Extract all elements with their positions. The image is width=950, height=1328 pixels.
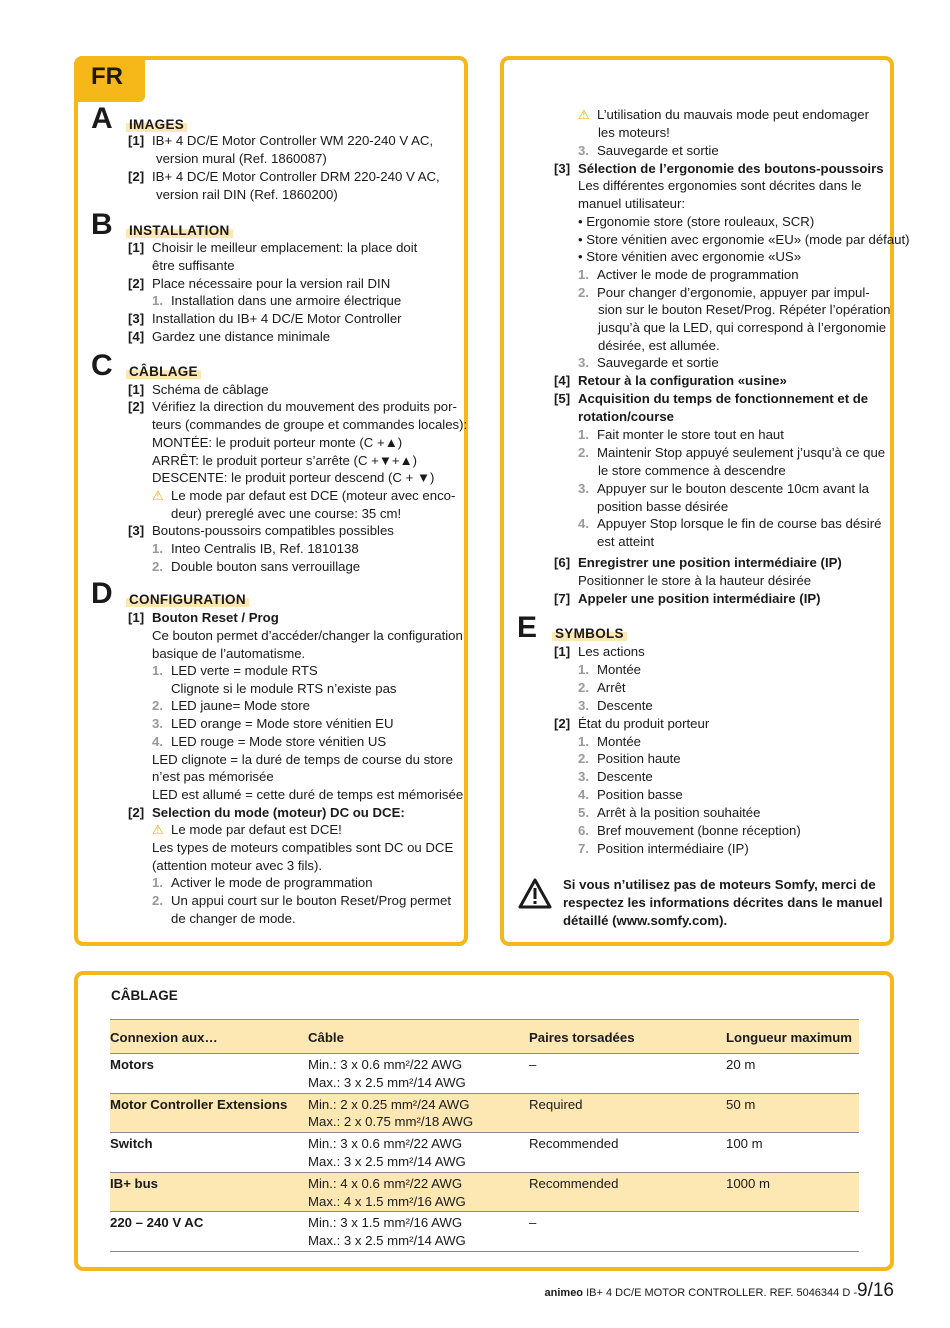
text-line: n’est pas mémorisée — [152, 769, 274, 784]
warning-icon — [518, 878, 552, 910]
twisted-pairs-cell: – — [529, 1212, 726, 1252]
text-line: Maintenir Stop appuyé seulement j’usqu’à ce que — [597, 445, 886, 460]
text-line: Bouton Reset / Prog — [152, 610, 279, 625]
text-line: DESCENTE: le produit porteur descend (C + ▼) — [152, 470, 435, 485]
text-line: les moteurs! — [598, 125, 670, 140]
step-number: 4. — [578, 516, 589, 531]
text-line: Sélection de l’ergonomie des boutons-poussoirs — [578, 161, 884, 176]
twisted-pairs-cell: Recommended — [529, 1133, 726, 1173]
step-number: 1. — [578, 662, 589, 677]
text-line: teurs (commandes de groupe et commandes locales): — [152, 417, 468, 432]
step-number: 1. — [578, 267, 589, 282]
item-bracket-number: [1] — [128, 240, 145, 255]
step-number: 1. — [152, 875, 163, 890]
twisted-pairs-cell: Recommended — [529, 1172, 726, 1212]
item-bracket-number: [1] — [128, 133, 145, 148]
text-line: jusqu’à que la LED, qui correspond à l’ergonomie — [598, 320, 887, 335]
connection-cell: 220 – 240 V AC — [110, 1212, 308, 1252]
text-line: Sauvegarde et sortie — [597, 143, 719, 158]
text-line: Descente — [597, 769, 653, 784]
section-letter-a: A — [91, 102, 113, 135]
text-line: Retour à la configuration «usine» — [578, 373, 787, 388]
language-tab: FR — [74, 56, 145, 102]
cable-min: Min.: 3 x 0.6 mm²/22 AWG — [308, 1136, 463, 1152]
text-line: Pour changer d’ergonomie, appuyer par impul- — [597, 285, 870, 300]
warning-note-line: respectez les informations décrites dans le manuel — [563, 895, 883, 910]
text-line: • Store vénitien avec ergonomie «EU» (mode par défaut) — [578, 232, 910, 247]
text-line: Position haute — [597, 751, 681, 766]
max-length-cell: 50 m — [726, 1093, 859, 1133]
text-line: manuel utilisateur: — [578, 196, 686, 211]
text-line: IB+ 4 DC/E Motor Controller WM 220-240 V AC, — [152, 133, 434, 148]
text-line: Sauvegarde et sortie — [597, 355, 719, 370]
connection-cell: IB+ bus — [110, 1172, 308, 1212]
text-line: Inteo Centralis IB, Ref. 1810138 — [171, 541, 359, 556]
text-line: Choisir le meilleur emplacement: la place doit — [152, 240, 418, 255]
cable-table-title: CÂBLAGE — [111, 988, 178, 1003]
table-header-row — [110, 1020, 859, 1054]
footer-doc-ref: IB+ 4 DC/E MOTOR CONTROLLER. REF. 5046344 D - — [586, 1287, 858, 1299]
section-title-installation: INSTALLATION — [126, 222, 233, 238]
step-number: 2. — [152, 893, 163, 908]
table-row — [110, 1054, 859, 1094]
cable-max: Max.: 4 x 1.5 mm²/16 AWG — [308, 1193, 466, 1209]
item-bracket-number: [3] — [128, 311, 145, 326]
twisted-pairs-cell: Required — [529, 1093, 726, 1133]
item-bracket-number: [4] — [554, 373, 571, 388]
text-line: • Ergonomie store (store rouleaux, SCR) — [578, 214, 815, 229]
text-line: est atteint — [597, 534, 655, 549]
connection-cell: Switch — [110, 1133, 308, 1173]
max-length-cell — [726, 1212, 859, 1252]
step-number: 2. — [578, 680, 589, 695]
step-number: 1. — [152, 293, 163, 308]
text-line: rotation/course — [578, 409, 674, 424]
step-number: 5. — [578, 805, 589, 820]
step-number: 2. — [578, 285, 589, 300]
text-line: basique de l’automatisme. — [152, 646, 306, 661]
cable-min: Min.: 3 x 1.5 mm²/16 AWG — [308, 1215, 463, 1231]
text-line: Ce bouton permet d’accéder/changer la configuration — [152, 628, 463, 643]
text-line: Boutons-poussoirs compatibles possibles — [152, 523, 394, 538]
text-line: être suffisante — [152, 258, 235, 273]
text-line: Un appui court sur le bouton Reset/Prog permet — [171, 893, 452, 908]
column-header: Longueur maximum — [726, 1020, 859, 1054]
text-line: Activer le mode de programmation — [597, 267, 799, 282]
cable-cell — [308, 1054, 529, 1094]
cable-max: Max.: 2 x 0.75 mm²/18 AWG — [308, 1114, 474, 1130]
text-line: Appuyer sur le bouton descente 10cm avant la — [597, 481, 869, 496]
step-number: 2. — [152, 698, 163, 713]
text-line: LED clignote = la duré de temps de course du store — [152, 752, 453, 767]
text-line: • Store vénitien avec ergonomie «US» — [578, 249, 802, 264]
section-title-symbols: SYMBOLS — [552, 625, 627, 641]
text-line: Le mode par defaut est DCE! — [171, 822, 342, 837]
text-line: MONTÉE: le produit porteur monte (C +▲) — [152, 435, 403, 450]
text-line: Vérifiez la direction du mouvement des produits por- — [152, 399, 457, 414]
section-title-configuration: CONFIGURATION — [126, 591, 249, 607]
text-line: Double bouton sans verrouillage — [171, 559, 361, 574]
text-line: Arrêt — [597, 680, 626, 695]
text-line: LED jaune= Mode store — [171, 698, 310, 713]
text-line: Les différentes ergonomies sont décrites dans le — [578, 178, 862, 193]
item-bracket-number: [2] — [128, 276, 145, 291]
text-line: Acquisition du temps de fonctionnement et de — [578, 391, 869, 406]
step-number: 2. — [578, 751, 589, 766]
text-line: ARRÊT: le produit porteur s’arrête (C +▼+▲) — [152, 453, 418, 468]
text-line: Positionner le store à la hauteur désirée — [578, 573, 812, 588]
text-line: Bref mouvement (bonne réception) — [597, 823, 801, 838]
cable-table — [110, 1019, 859, 1252]
text-line: deur) prereglé avec une course: 35 cm! — [171, 506, 402, 521]
connection-cell: Motors — [110, 1054, 308, 1094]
warning-note-line: détaillé (www.somfy.com). — [563, 913, 728, 928]
cable-cell — [308, 1133, 529, 1173]
step-number: 3. — [152, 716, 163, 731]
text-line: Activer le mode de programmation — [171, 875, 373, 890]
table-row — [110, 1133, 859, 1173]
cable-cell — [308, 1172, 529, 1212]
text-line: version rail DIN (Ref. 1860200) — [156, 187, 338, 202]
text-line: Gardez une distance minimale — [152, 329, 331, 344]
cable-min: Min.: 2 x 0.25 mm²/24 AWG — [308, 1096, 470, 1112]
warning-icon: ⚠ — [578, 107, 590, 122]
step-number: 1. — [578, 427, 589, 442]
step-number: 6. — [578, 823, 589, 838]
section-title-cablage: CÂBLAGE — [126, 363, 201, 379]
text-line: Montée — [597, 662, 641, 677]
twisted-pairs-cell: – — [529, 1054, 726, 1094]
table-row — [110, 1172, 859, 1212]
text-line: Arrêt à la position souhaitée — [597, 805, 761, 820]
text-line: Installation du IB+ 4 DC/E Motor Controller — [152, 311, 402, 326]
page-number: 9/16 — [857, 1280, 894, 1301]
step-number: 1. — [578, 734, 589, 749]
column-header: Paires torsadées — [529, 1020, 726, 1054]
text-line: Position intermédiaire (IP) — [597, 841, 749, 856]
section-letter-b: B — [91, 208, 113, 241]
text-line: LED est allumé = cette duré de temps est mémorisée — [152, 787, 464, 802]
column-header: Câble — [308, 1020, 529, 1054]
max-length-cell: 20 m — [726, 1054, 859, 1094]
text-line: LED orange = Mode store vénitien EU — [171, 716, 394, 731]
text-line: de changer de mode. — [171, 911, 296, 926]
step-number: 3. — [578, 769, 589, 784]
max-length-cell: 100 m — [726, 1133, 859, 1173]
item-bracket-number: [3] — [554, 161, 571, 176]
text-line: État du produit porteur — [578, 716, 710, 731]
text-line: Montée — [597, 734, 641, 749]
text-line: position basse désirée — [597, 499, 729, 514]
table-row — [110, 1093, 859, 1133]
item-bracket-number: [7] — [554, 591, 571, 606]
step-number: 3. — [578, 355, 589, 370]
step-number: 1. — [152, 541, 163, 556]
item-bracket-number: [2] — [128, 399, 145, 414]
item-bracket-number: [2] — [128, 169, 145, 184]
warning-note-line: Si vous n’utilisez pas de moteurs Somfy, merci de — [563, 877, 876, 892]
text-line: Position basse — [597, 787, 683, 802]
text-line: Enregistrer une position intermédiaire (IP) — [578, 555, 842, 570]
text-line: Place nécessaire pour la version rail DIN — [152, 276, 391, 291]
text-line: version mural (Ref. 1860087) — [156, 151, 327, 166]
item-bracket-number: [6] — [554, 555, 571, 570]
text-line: Installation dans une armoire électrique — [171, 293, 402, 308]
text-line: Appuyer Stop lorsque le fin de course bas désiré — [597, 516, 882, 531]
text-line: Le mode par defaut est DCE (moteur avec enco- — [171, 488, 456, 503]
step-number: 3. — [578, 143, 589, 158]
text-line: Les types de moteurs compatibles sont DC ou DCE — [152, 840, 454, 855]
item-bracket-number: [5] — [554, 391, 571, 406]
text-line: Descente — [597, 698, 653, 713]
text-line: Appeler une position intermédiaire (IP) — [578, 591, 821, 606]
text-line: le store commence à descendre — [598, 463, 786, 478]
column-header: Connexion aux… — [110, 1020, 308, 1054]
item-bracket-number: [1] — [128, 610, 145, 625]
connection-cell: Motor Controller Extensions — [110, 1093, 308, 1133]
section-title-images: IMAGES — [126, 116, 187, 132]
text-line: Fait monter le store tout en haut — [597, 427, 784, 442]
text-line: sion sur le bouton Reset/Prog. Répéter l’opération — [598, 302, 891, 317]
item-bracket-number: [3] — [128, 523, 145, 538]
step-number: 4. — [152, 734, 163, 749]
item-bracket-number: [4] — [128, 329, 145, 344]
table-row — [110, 1212, 859, 1252]
item-bracket-number: [1] — [128, 382, 145, 397]
text-line: désirée, est allumée. — [598, 338, 720, 353]
text-line: Selection du mode (moteur) DC ou DCE: — [152, 805, 405, 820]
cable-max: Max.: 3 x 2.5 mm²/14 AWG — [308, 1153, 466, 1169]
warning-icon: ⚠ — [152, 822, 164, 837]
step-number: 2. — [152, 559, 163, 574]
text-line: LED verte = module RTS — [171, 663, 318, 678]
step-number: 3. — [578, 481, 589, 496]
cable-max: Max.: 3 x 2.5 mm²/14 AWG — [308, 1074, 466, 1090]
section-letter-c: C — [91, 349, 113, 382]
text-line: LED rouge = Mode store vénitien US — [171, 734, 387, 749]
cable-max: Max.: 3 x 2.5 mm²/14 AWG — [308, 1233, 466, 1249]
step-number: 7. — [578, 841, 589, 856]
cable-cell — [308, 1212, 529, 1252]
cable-min: Min.: 4 x 0.6 mm²/22 AWG — [308, 1175, 463, 1191]
item-bracket-number: [2] — [554, 716, 571, 731]
step-number: 1. — [152, 663, 163, 678]
item-bracket-number: [1] — [554, 644, 571, 659]
step-number: 4. — [578, 787, 589, 802]
footer-brand: animeo — [544, 1287, 584, 1299]
text-line: Schéma de câblage — [152, 382, 269, 397]
page-footer — [545, 1280, 894, 1302]
max-length-cell: 1000 m — [726, 1172, 859, 1212]
cable-cell — [308, 1093, 529, 1133]
section-letter-d: D — [91, 577, 113, 610]
section-letter-e: E — [517, 611, 538, 644]
step-number: 3. — [578, 698, 589, 713]
cable-min: Min.: 3 x 0.6 mm²/22 AWG — [308, 1057, 463, 1072]
text-line: (attention moteur avec 3 fils). — [152, 858, 323, 873]
text-line: Les actions — [578, 644, 645, 659]
text-line: L’utilisation du mauvais mode peut endomager — [597, 107, 869, 122]
item-bracket-number: [2] — [128, 805, 145, 820]
text-line: Clignote si le module RTS n’existe pas — [171, 681, 397, 696]
warning-icon: ⚠ — [152, 488, 164, 503]
step-number: 2. — [578, 445, 589, 460]
text-line: IB+ 4 DC/E Motor Controller DRM 220-240 V AC, — [152, 169, 440, 184]
